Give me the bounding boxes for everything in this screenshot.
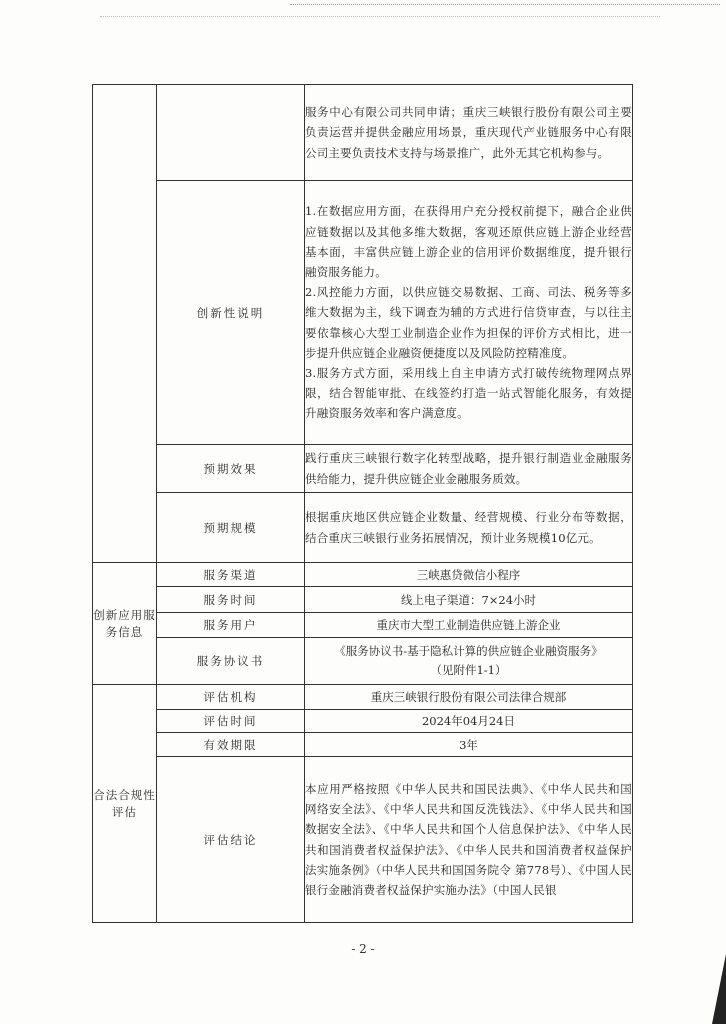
validity-value: 3年 <box>305 733 633 757</box>
service-time-label: 服务时间 <box>157 587 305 613</box>
service-users-label: 服务用户 <box>157 613 305 638</box>
innovation-point-2: 2.风控能力方面，以供应链交易数据、工商、司法、税务等多维大数据为主，线下调查为辅的方式进行信贷审查，与以往主要依靠核心大型工业制造企业作为担保的评价方式相比，进一步提升供应链企业融资便捷度以及风险防控精准度。 <box>305 285 632 360</box>
validity-label: 有效期限 <box>157 733 305 757</box>
application-parties-text: 服务中心有限公司共同申请；重庆三峡银行股份有限公司主要负责运营并提供金融应用场景，重庆现代产业链服务中心有限公司主要负责技术支持与场景推广，此外无其它机构参与。 <box>305 85 633 181</box>
table-row <box>93 757 633 923</box>
evaluation-date-label: 评估时间 <box>157 710 305 733</box>
table-row <box>93 638 633 685</box>
service-info-section-label: 创新应用服务信息 <box>93 563 157 685</box>
evaluation-org-value: 重庆三峡银行股份有限公司法律合规部 <box>305 685 633 710</box>
evaluation-date-value: 2024年04月24日 <box>305 710 633 733</box>
service-users-value: 重庆市大型工业制造供应链上游企业 <box>305 613 633 638</box>
table-row <box>93 445 633 493</box>
expected-scale-text: 根据重庆地区供应链企业数量、经营规模、行业分布等数据，结合重庆三峡银行业务拓展情况，预计业务规模10亿元。 <box>305 493 633 563</box>
evaluation-org-label: 评估机构 <box>157 685 305 710</box>
innovation-point-3: 3.服务方式方面，采用线上自主申请方式打破传统物理网点界限，结合智能审批、在线签约打造一站式智能化服务，有效提升融资服务效率和客户满意度。 <box>305 366 632 421</box>
evaluation-conclusion-text: 本应用严格按照《中华人民共和国民法典》、《中华人民共和国网络安全法》、《中华人民共和国反洗钱法》、《中华人民共和国数据安全法》、《中华人民共和国个人信息保护法》、《中华人民共和国消费者权益保护法》、《中华人民共和国消费者权益保护法实施条例》（中华人民共和国国务院令 第778号）、《中国人民银行金融消费者权益保护实施办法》（中国人民银 <box>305 757 633 923</box>
expected-effect-label: 预期效果 <box>157 445 305 493</box>
table-row <box>93 493 633 563</box>
innovation-content <box>305 181 633 445</box>
agreement-title: 《服务协议书-基于隐私计算的供应链企业融资服务》 <box>334 644 603 658</box>
compliance-section-label: 合法合规性评估 <box>93 685 157 923</box>
table-row <box>93 733 633 757</box>
table-row <box>93 181 633 445</box>
scan-edge-line <box>100 16 660 17</box>
table-row <box>93 710 633 733</box>
table-row <box>93 85 633 181</box>
section-cell-continued <box>93 85 157 563</box>
table-row <box>93 685 633 710</box>
service-agreement-label: 服务协议书 <box>157 638 305 685</box>
service-channel-value: 三峡惠贷微信小程序 <box>305 563 633 587</box>
table-row <box>93 563 633 587</box>
application-form-table <box>92 84 633 923</box>
table-row <box>93 613 633 638</box>
scan-shadow-mark <box>712 954 726 1024</box>
expected-scale-label: 预期规模 <box>157 493 305 563</box>
scan-edge-line <box>290 4 720 5</box>
expected-effect-text: 践行重庆三峡银行数字化转型战略，提升银行制造业金融服务供给能力，提升供应链企业金融服务质效。 <box>305 445 633 493</box>
agreement-attachment-note: （见附件1-1） <box>430 663 507 677</box>
innovation-point-1: 1.在数据应用方面，在获得用户充分授权前提下，融合企业供应链数据以及其他多维大数据，客观还原供应链上游企业经营基本面，丰富供应链上游企业的信用评价数据维度，提升银行融资服务能力。 <box>305 204 632 279</box>
page-number: - 2 - <box>351 942 375 956</box>
service-channel-label: 服务渠道 <box>157 563 305 587</box>
innovation-label: 创新性说明 <box>157 181 305 445</box>
service-agreement-value <box>305 638 633 685</box>
table-row <box>93 587 633 613</box>
evaluation-conclusion-label: 评估结论 <box>157 757 305 923</box>
service-time-value: 线上电子渠道：7×24小时 <box>305 587 633 613</box>
label-cell-continued <box>157 85 305 181</box>
